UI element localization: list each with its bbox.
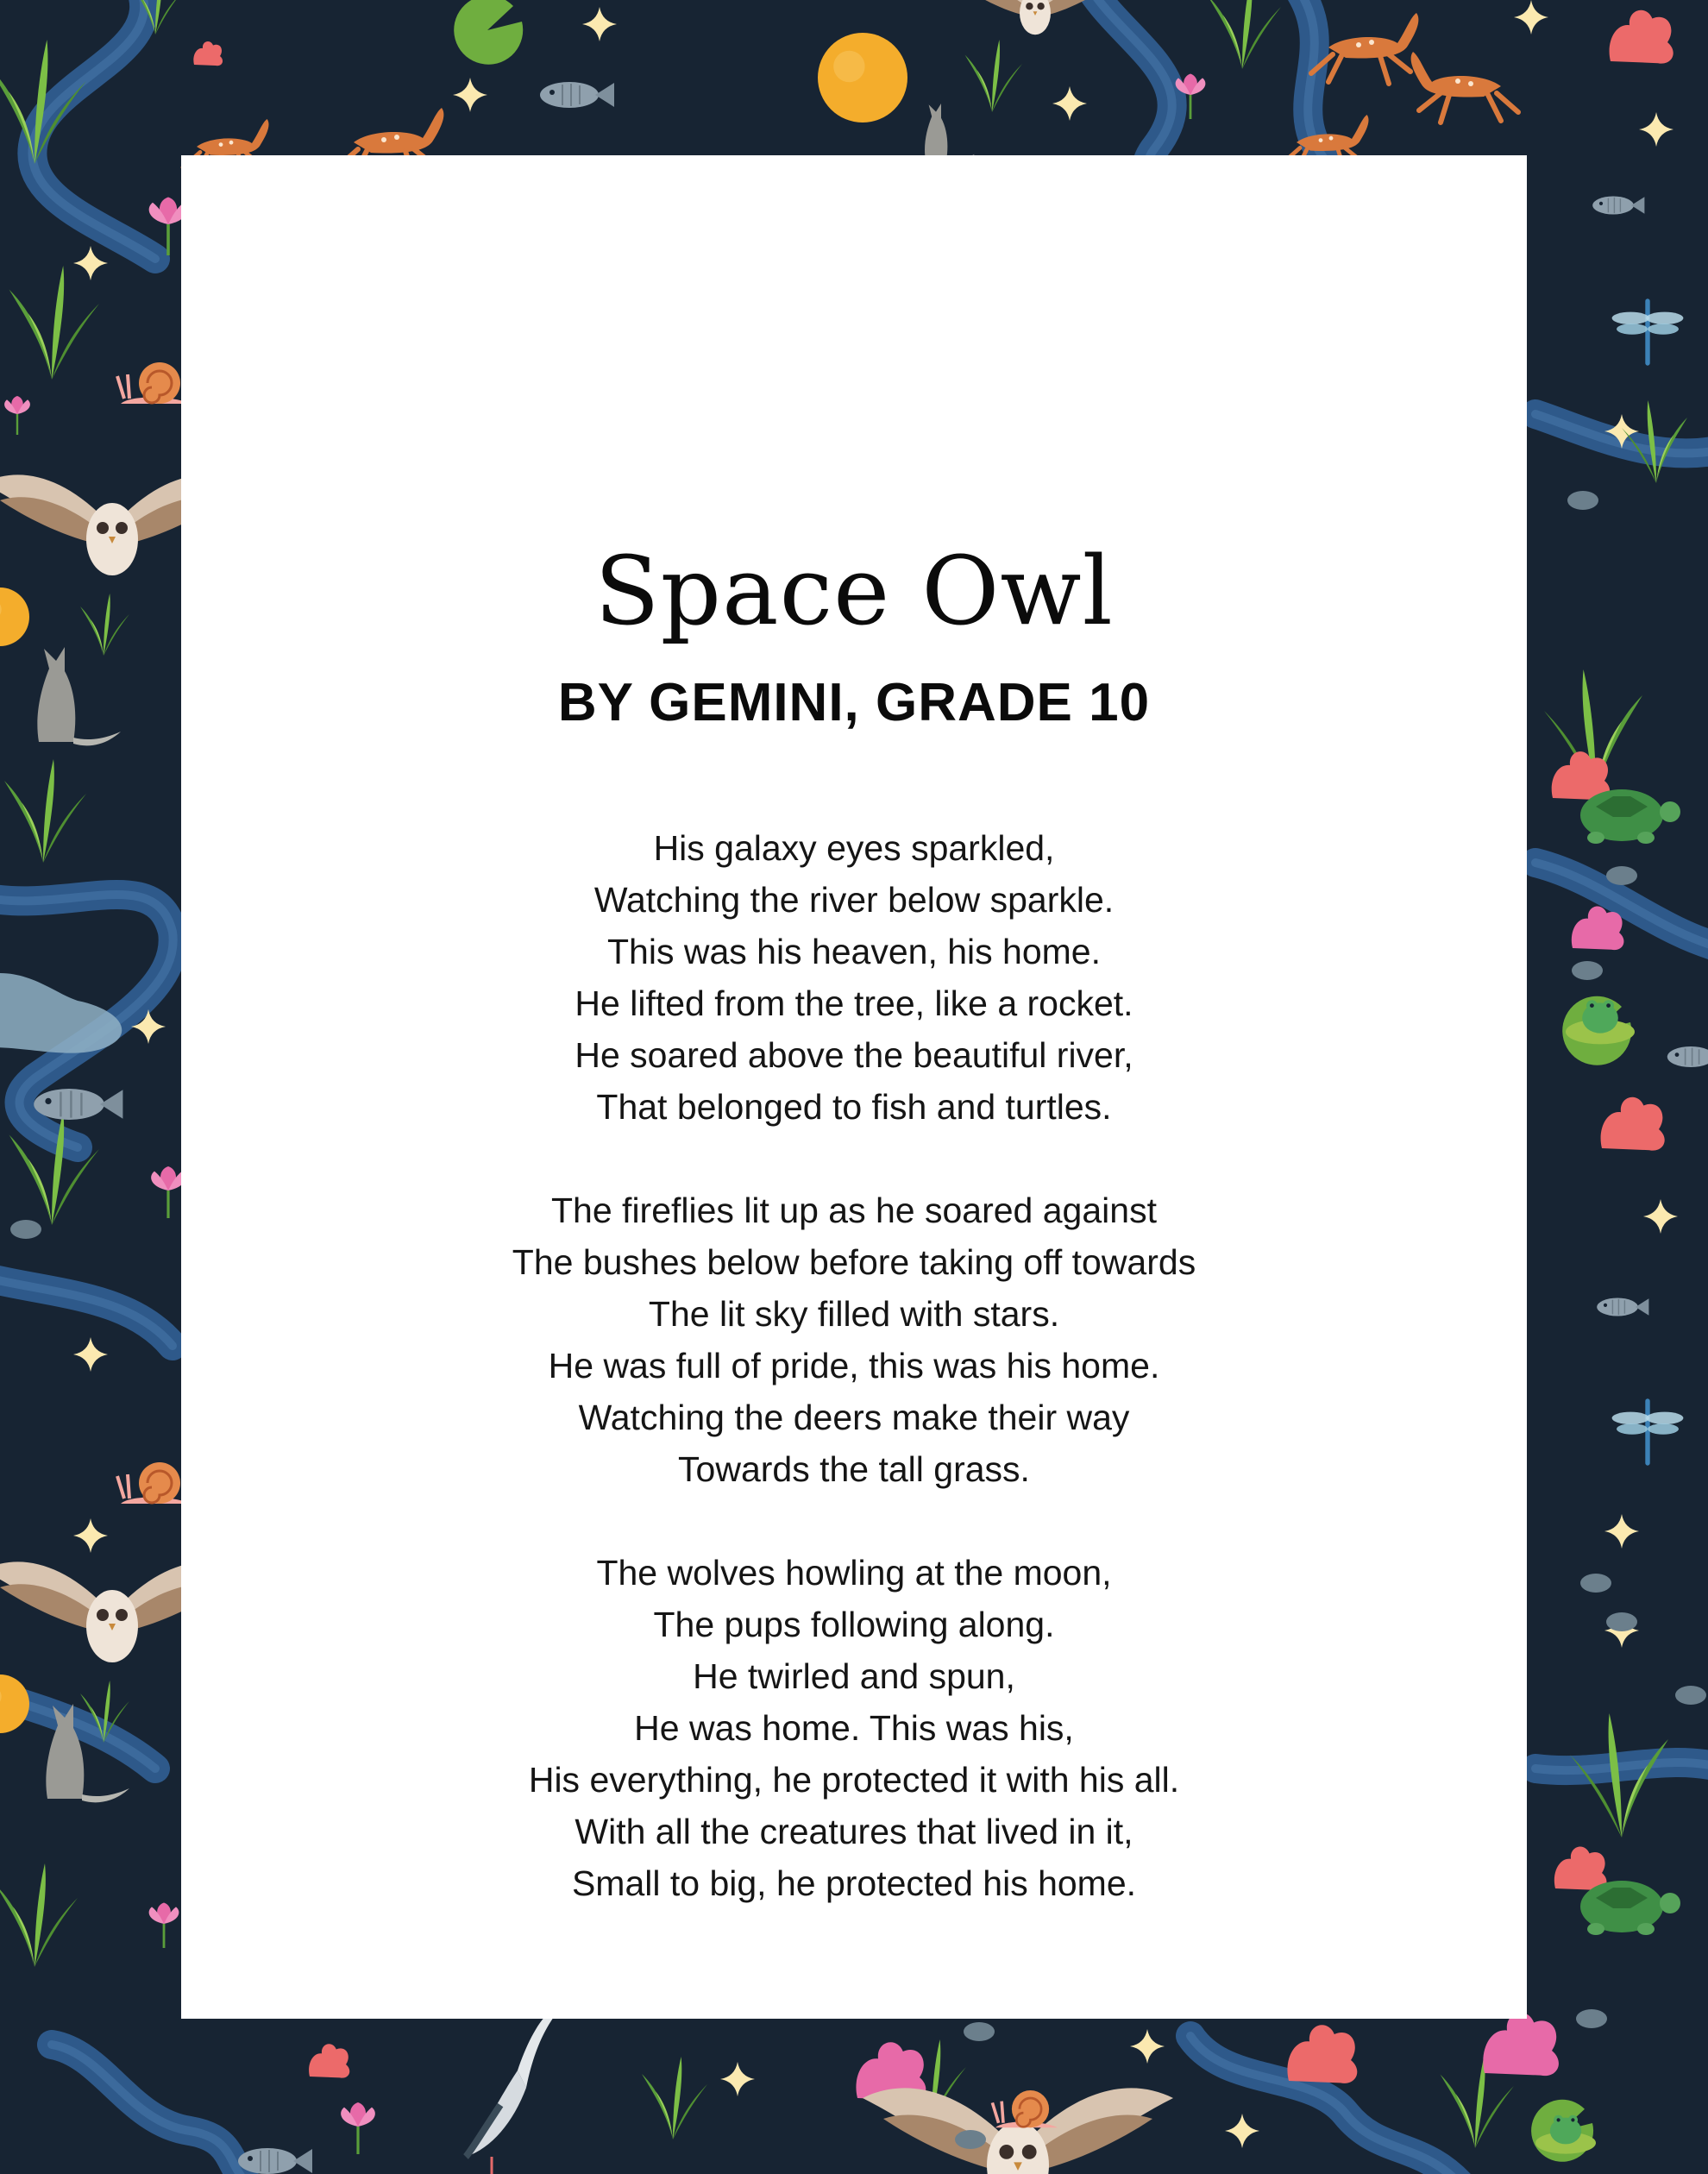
poem-line: That belonged to fish and turtles.: [596, 1087, 1112, 1127]
poem-card: [181, 155, 1527, 2019]
poem-byline: BY GEMINI, GRADE 10: [557, 673, 1151, 732]
poem-line: He was full of pride, this was his home.: [548, 1346, 1160, 1385]
pebble-icon: [1606, 1612, 1637, 1631]
poem-stanza-3: [181, 1547, 1527, 1909]
poem-stanza-2: [181, 1184, 1527, 1495]
pebble-icon: [955, 2130, 986, 2149]
poem-line: He lifted from the tree, like a rocket.: [575, 983, 1133, 1023]
poem-body: [181, 822, 1527, 1961]
poem-line: Small to big, he protected his home.: [571, 1863, 1137, 1903]
pebble-icon: [1675, 1686, 1706, 1705]
pebble-icon: [1576, 2009, 1607, 2028]
poem-line: He twirled and spun,: [693, 1656, 1015, 1696]
poem-line: The fireflies lit up as he soared against: [551, 1191, 1157, 1230]
moon-icon: [818, 33, 907, 123]
poem-line: His galaxy eyes sparkled,: [653, 828, 1055, 868]
pebble-icon: [1567, 491, 1598, 510]
pebble-icon: [1572, 961, 1603, 980]
pebble-icon: [1606, 866, 1637, 885]
pebble-icon: [10, 1220, 41, 1239]
pebble-icon: [1580, 1574, 1611, 1593]
poem-line: His everything, he protected it with his all.: [528, 1760, 1180, 1800]
pebble-icon: [964, 2022, 995, 2041]
poem-line: The bushes below before taking off towards: [512, 1242, 1196, 1282]
poem-line: Towards the tall grass.: [678, 1449, 1030, 1489]
poem-line: The pups following along.: [653, 1605, 1055, 1644]
poem-line: He was home. This was his,: [634, 1708, 1074, 1748]
poem-line: Watching the river below sparkle.: [593, 880, 1115, 920]
poem-line: Watching the deers make their way: [578, 1398, 1130, 1437]
poem-line: He soared above the beautiful river,: [575, 1035, 1133, 1075]
poem-line: This was his heaven, his home.: [607, 932, 1101, 971]
poem-line: With all the creatures that lived in it,: [575, 1812, 1133, 1851]
poem-stanza-1: [181, 822, 1527, 1133]
poem-line: The wolves howling at the moon,: [596, 1553, 1112, 1593]
poem-line: The lit sky filled with stars.: [648, 1294, 1060, 1334]
poem-title: Space Owl: [594, 536, 1114, 646]
